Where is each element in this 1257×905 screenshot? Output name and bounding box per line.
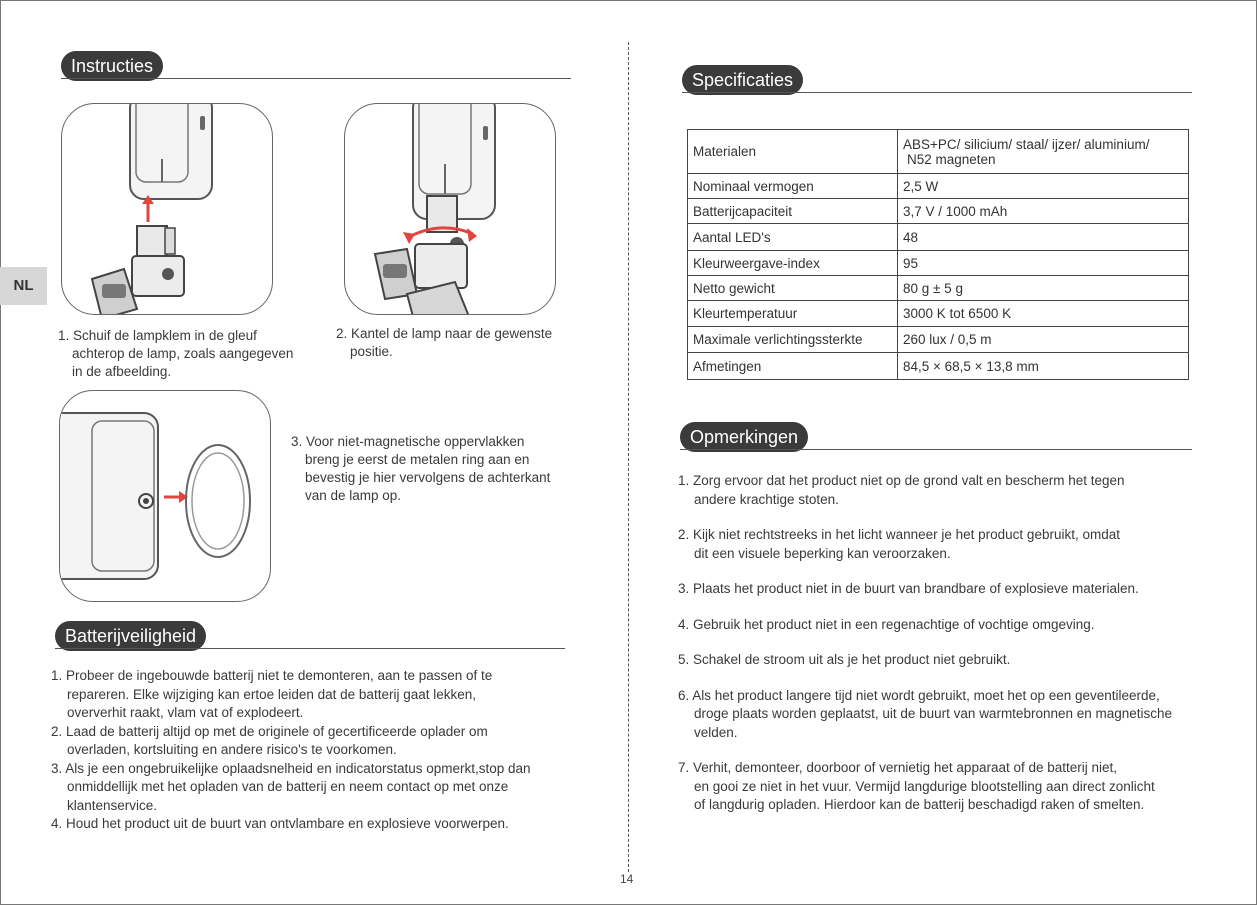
- opmerkingen-heading: Opmerkingen: [680, 422, 808, 452]
- step3-illustration: [59, 390, 271, 602]
- step2-illustration: [344, 103, 556, 315]
- step2-caption: [336, 325, 596, 361]
- opmerkingen-item: [678, 526, 1248, 563]
- opm-item6-line3: velden.: [694, 724, 738, 740]
- spec-key: Kleurweergave-index: [688, 251, 898, 276]
- language-tab: NL: [0, 267, 47, 305]
- step3-line4: van de lamp op.: [305, 488, 402, 503]
- table-row: [688, 251, 1189, 276]
- spec-value: 80 g ± 5 g: [898, 276, 1189, 301]
- opm-item2-line1: 2. Kijk niet rechtstreeks in het licht wanneer je het product gebruikt, omdat: [678, 527, 1120, 542]
- batterij-item1-line3: oververhit raakt, vlam vat of explodeert.: [67, 705, 304, 720]
- opm-item7-line2: en gooi ze niet in het vuur. Vermijd langdurige blootstelling aan direct zonlicht: [694, 778, 1155, 794]
- spec-value: 3000 K tot 6500 K: [898, 301, 1189, 327]
- opm-item1-line2: andere krachtige stoten.: [694, 491, 839, 507]
- opm-item3-line1: 3. Plaats het product niet in de buurt van brandbare of explosieve materialen.: [678, 581, 1139, 596]
- batterij-item3-line1: 3. Als je een ongebruikelijke oplaadsnelheid en indicatorstatus opmerkt,stop dan: [51, 760, 531, 776]
- batterij-item3-line2: onmiddellijk met het opladen van de batterij en neem contact op met onze: [67, 779, 509, 794]
- step1-caption: [58, 327, 328, 381]
- table-row: [688, 276, 1189, 301]
- step3-line2: breng je eerst de metalen ring aan en: [305, 452, 530, 467]
- instructies-rule: [61, 78, 571, 79]
- opm-item6-line1: 6. Als het product langere tijd niet wordt gebruikt, moet het op een geventileerde,: [678, 687, 1160, 703]
- batterij-item2-line2: overladen, kortsluiting en andere risico's te voorkomen.: [67, 742, 397, 757]
- batterij-item: [51, 760, 611, 816]
- spec-key: Netto gewicht: [688, 276, 898, 301]
- table-row: [688, 327, 1189, 353]
- spec-value: 84,5 × 68,5 × 13,8 mm: [898, 353, 1189, 380]
- opm-item1-line1: 1. Zorg ervoor dat het product niet op de grond valt en bescherm het tegen: [678, 473, 1125, 488]
- batterij-item4-line1: 4. Houd het product uit de buurt van ontvlambare en explosieve voorwerpen.: [51, 816, 509, 831]
- opmerkingen-list: [678, 472, 1248, 815]
- batterij-list: [51, 667, 611, 834]
- step1-line3: in de afbeelding.: [72, 364, 172, 379]
- spec-value-line1: ABS+PC/ silicium/ staal/ ijzer/ aluminium/: [903, 136, 1150, 152]
- specs-table: [687, 129, 1189, 380]
- page-divider: [628, 42, 629, 872]
- batterij-rule: [55, 648, 565, 649]
- spec-value: 3,7 V / 1000 mAh: [898, 199, 1189, 224]
- spec-key: Aantal LED's: [688, 224, 898, 251]
- batterij-heading: Batterijveiligheid: [55, 621, 206, 651]
- table-row: [688, 301, 1189, 327]
- spec-key: Maximale verlichtingssterkte: [688, 327, 898, 353]
- table-row: [688, 224, 1189, 251]
- spec-key: Nominaal vermogen: [688, 174, 898, 199]
- spec-key: Materialen: [688, 130, 898, 174]
- specificaties-rule: [682, 92, 1192, 93]
- spec-value: 260 lux / 0,5 m: [898, 327, 1189, 353]
- batterij-item2-line1: 2. Laad de batterij altijd op met de originele of gecertificeerde oplader om: [51, 723, 488, 739]
- batterij-item1-line1: 1. Probeer de ingebouwde batterij niet te demonteren, aan te passen of te: [51, 668, 493, 683]
- table-row: [688, 130, 1189, 174]
- batterij-item: [51, 667, 611, 723]
- opm-item7-line1: 7. Verhit, demonteer, doorboor of vernietig het apparaat of de batterij niet,: [678, 760, 1118, 775]
- spec-key: Kleurtemperatuur: [688, 301, 898, 327]
- opm-item4-line1: 4. Gebruik het product niet in een regenachtige of vochtige omgeving.: [678, 616, 1095, 632]
- batterij-item: [51, 723, 611, 760]
- opm-item5-line1: 5. Schakel de stroom uit als je het product niet gebruikt.: [678, 652, 1011, 667]
- spec-value: 95: [898, 251, 1189, 276]
- opm-item7-line3: of langdurig opladen. Hierdoor kan de batterij beschadigd raken of smelten.: [694, 797, 1145, 812]
- opmerkingen-item: [678, 651, 1248, 670]
- spec-value-line2: N52 magneten: [907, 151, 996, 167]
- instructies-heading: Instructies: [61, 51, 163, 81]
- opm-item6-line2: droge plaats worden geplaatst, uit de buurt van warmtebronnen en magnetische: [694, 706, 1173, 721]
- table-row: [688, 353, 1189, 380]
- step3-line1: 3. Voor niet-magnetische oppervlakken: [291, 434, 525, 449]
- page-number: 14: [620, 872, 634, 886]
- opm-item2-line2: dit een visuele beperking kan veroorzaken.: [694, 545, 951, 561]
- step1-line1: 1. Schuif de lampklem in de gleuf: [58, 328, 257, 343]
- step3-line3: bevestig je hier vervolgens de achterkant: [305, 470, 551, 485]
- spec-key: Afmetingen: [688, 353, 898, 380]
- spec-value: 2,5 W: [898, 174, 1189, 199]
- step2-line2: positie.: [350, 344, 393, 359]
- opmerkingen-item: [678, 580, 1248, 599]
- step2-line1: 2. Kantel de lamp naar de gewenste: [336, 326, 553, 341]
- opmerkingen-rule: [680, 449, 1192, 450]
- step3-caption: [291, 433, 611, 505]
- spec-value: 48: [898, 224, 1189, 251]
- step1-line2: achterop de lamp, zoals aangegeven: [72, 346, 294, 361]
- spec-key: Batterijcapaciteit: [688, 199, 898, 224]
- opmerkingen-item: [678, 472, 1248, 509]
- batterij-item1-line2: repareren. Elke wijziging kan ertoe leiden dat de batterij gaat lekken,: [67, 686, 476, 702]
- step1-illustration: [61, 103, 273, 315]
- opmerkingen-item: [678, 687, 1248, 743]
- batterij-item: [51, 815, 611, 834]
- opmerkingen-item: [678, 616, 1248, 635]
- batterij-item3-line3: klantenservice.: [67, 797, 158, 813]
- table-row: [688, 174, 1189, 199]
- table-row: [688, 199, 1189, 224]
- specificaties-heading: Specificaties: [682, 65, 803, 95]
- spec-value: [898, 130, 1189, 174]
- opmerkingen-item: [678, 759, 1248, 815]
